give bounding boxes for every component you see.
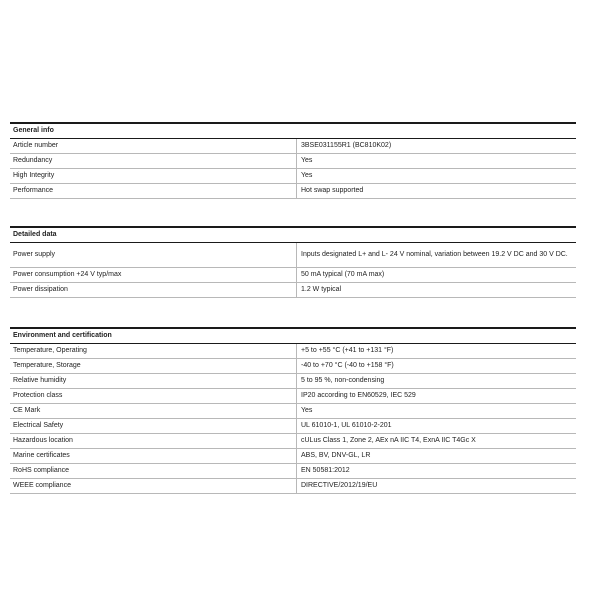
row-value: UL 61010-1, UL 61010-2-201 <box>297 419 577 434</box>
section-heading: Detailed data <box>10 226 576 243</box>
row-value: IP20 according to EN60529, IEC 529 <box>297 389 577 404</box>
table-row <box>10 169 576 184</box>
table-row <box>10 344 576 359</box>
table-row <box>10 389 576 404</box>
table-row <box>10 154 576 169</box>
general-info-section <box>10 122 576 199</box>
table-row <box>10 184 576 199</box>
section-heading: General info <box>10 122 576 139</box>
table-row <box>10 434 576 449</box>
row-value: 1.2 W typical <box>297 283 577 298</box>
row-value: Yes <box>297 169 577 184</box>
environment-certification-section <box>10 327 576 494</box>
row-label: Power supply <box>10 243 297 268</box>
row-label: Protection class <box>10 389 297 404</box>
row-label: Temperature, Operating <box>10 344 297 359</box>
table-row <box>10 449 576 464</box>
row-label: RoHS compliance <box>10 464 297 479</box>
row-value: Yes <box>297 404 577 419</box>
table-row <box>10 464 576 479</box>
table-row <box>10 374 576 389</box>
row-label: Hazardous location <box>10 434 297 449</box>
table-row <box>10 359 576 374</box>
row-label: Performance <box>10 184 297 199</box>
row-value: 3BSE031155R1 (BC810K02) <box>297 139 577 154</box>
row-label: Electrical Safety <box>10 419 297 434</box>
table-row <box>10 139 576 154</box>
row-value: +5 to +55 °C (+41 to +131 °F) <box>297 344 577 359</box>
table-row <box>10 268 576 283</box>
row-value: EN 50581:2012 <box>297 464 577 479</box>
row-value: Hot swap supported <box>297 184 577 199</box>
row-value: ABS, BV, DNV-GL, LR <box>297 449 577 464</box>
table-row <box>10 404 576 419</box>
row-value: DIRECTIVE/2012/19/EU <box>297 479 577 494</box>
general-info-table <box>10 139 576 199</box>
row-value: -40 to +70 °C (-40 to +158 °F) <box>297 359 577 374</box>
row-label: Power consumption +24 V typ/max <box>10 268 297 283</box>
row-label: Power dissipation <box>10 283 297 298</box>
row-label: Article number <box>10 139 297 154</box>
detailed-data-section <box>10 226 576 298</box>
row-label: Redundancy <box>10 154 297 169</box>
row-label: Marine certificates <box>10 449 297 464</box>
environment-table <box>10 344 576 494</box>
row-label: High Integrity <box>10 169 297 184</box>
row-value: 50 mA typical (70 mA max) <box>297 268 577 283</box>
row-value: Inputs designated L+ and L- 24 V nominal, variation between 19.2 V DC and 30 V DC. <box>297 243 577 268</box>
row-label: Temperature, Storage <box>10 359 297 374</box>
table-row <box>10 243 576 268</box>
row-label: Relative humidity <box>10 374 297 389</box>
row-value: cULus Class 1, Zone 2, AEx nA IIC T4, ExnA IIC T4Gc X <box>297 434 577 449</box>
table-row <box>10 479 576 494</box>
detailed-data-table <box>10 243 576 298</box>
table-row <box>10 419 576 434</box>
row-value: 5 to 95 %, non-condensing <box>297 374 577 389</box>
row-label: WEEE compliance <box>10 479 297 494</box>
section-heading: Environment and certification <box>10 327 576 344</box>
row-label: CE Mark <box>10 404 297 419</box>
table-row <box>10 283 576 298</box>
row-value: Yes <box>297 154 577 169</box>
